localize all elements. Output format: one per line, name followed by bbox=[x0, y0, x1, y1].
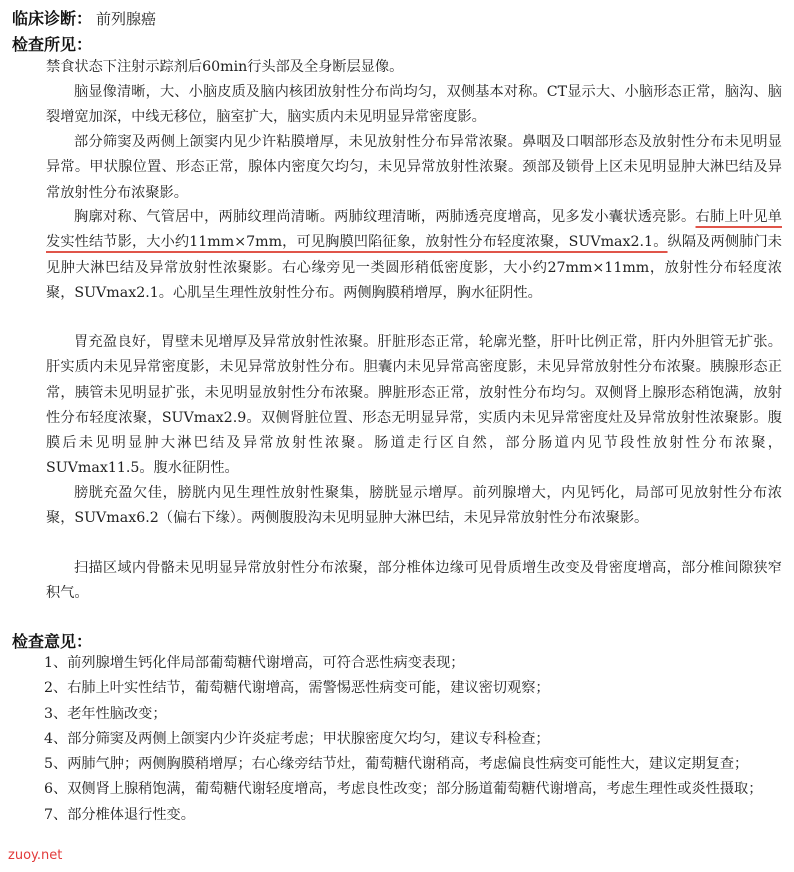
findings-paragraph-pelvis: 膀胱充盈欠佳，膀胱内见生理性放射性聚集，膀胱显示增厚。前列腺增大，内见钙化，局部可见放射性分布浓聚，SUVmax6.2（偏右下缘）。两侧腹股沟未见明显肿大淋巴结，未见异常放射性分布浓聚影。 bbox=[46, 485, 782, 527]
lung-nodule-highlight: 右肺上叶见单发实性结节影，大小约11mm×7mm，可见胸膜凹陷征象，放射性分布轻度浓聚，SUVmax2.1。 bbox=[46, 209, 782, 251]
opinion-item-5: 5、两肺气肿；两侧胸膜稍增厚；右心缘旁结节灶，葡萄糖代谢稍高，考虑偏良性病变可能性大，建议定期复查； bbox=[44, 756, 749, 773]
opinion-list bbox=[44, 651, 784, 828]
findings-paragraph-bone: 扫描区域内骨骼未见明显异常放射性分布浓聚，部分椎体边缘可见骨质增生改变及骨密度增高，部分椎间隙狭窄积气。 bbox=[46, 560, 782, 602]
clinical-diagnosis-value: 前列腺癌 bbox=[96, 10, 157, 28]
findings-paragraph-1: 禁食状态下注射示踪剂后60min行头部及全身断层显像。 bbox=[46, 59, 404, 75]
findings-paragraph-abdomen: 胃充盈良好，胃壁未见增厚及异常放射性浓聚。肝脏形态正常，轮廓光整，肝叶比例正常，肝内外胆管无扩张。肝实质内未见异常密度影，未见异常放射性分布。胆囊内未见异常高密度影，未见异常放射性分布浓聚。胰腺形态正常，胰管未见明显扩张，未见明显放射性分布浓聚。脾脏形态正常，放射性分布均匀。双侧肾上腺形态稍饱满，放射性分布轻度浓聚，SUVmax2.9。双侧肾脏位置、形态无明显异常，实质内未见异常密度灶及异常放射性浓聚影。腹膜后未见明显肿大淋巴结及异常放射性浓聚。肠道走行区自然，部分肠道内见节段性放射性分布浓聚，SUVmax11.5。腹水征阴性。 bbox=[46, 334, 782, 477]
findings-paragraph-brain: 脑显像清晰，大、小脑皮质及脑内核团放射性分布尚均匀，双侧基本对称。CT显示大、小脑形态正常，脑沟、脑裂增宽加深，中线无移位，脑室扩大，脑实质内未见明显异常密度影。 bbox=[46, 84, 782, 126]
clinical-diagnosis-label: 临床诊断： bbox=[12, 9, 93, 28]
clinical-diagnosis bbox=[12, 6, 156, 29]
opinion-item-2: 2、右肺上叶实性结节，葡萄糖代谢增高，需警惕恶性病变可能，建议密切观察； bbox=[44, 680, 550, 697]
watermark: zuoy.net bbox=[8, 848, 63, 863]
chest-text-after: 纵隔及两侧肺门未见肿大淋巴结及异常放射性浓聚影。右心缘旁见一类圆形稍低密度影，大小约27mm×11mm，放射性分布轻度浓聚，SUVmax2.1。心肌呈生理性放射性分布。两侧胸膜稍增厚，胸水征阴性。 bbox=[46, 234, 782, 301]
opinion-item-1: 1、前列腺增生钙化伴局部葡萄糖代谢增高，可符合恶性病变表现； bbox=[44, 655, 465, 671]
opinion-item-7: 7、部分椎体退行性变。 bbox=[44, 806, 195, 823]
opinion-heading: 检查意见： bbox=[12, 632, 93, 651]
opinion-item-3: 3、老年性脑改变； bbox=[44, 705, 167, 722]
opinion-item-4: 4、部分筛窦及两侧上颌窦内少许炎症考虑；甲状腺密度欠均匀，建议专科检查； bbox=[44, 730, 550, 747]
findings-paragraph-chest bbox=[46, 205, 782, 306]
findings-heading: 检查所见： bbox=[12, 35, 93, 54]
findings-paragraph-head-neck: 部分筛窦及两侧上颌窦内见少许粘膜增厚，未见放射性分布异常浓聚。鼻咽及口咽部形态及放射性分布未见明显异常。甲状腺位置、形态正常，腺体内密度欠均匀，未见异常放射性浓聚。颈部及锁骨上区未见明显肿大淋巴结及异常放射性分布浓聚影。 bbox=[46, 134, 782, 201]
chest-text-before: 胸廓对称、气管居中，两肺纹理尚清晰。两肺纹理清晰，两肺透亮度增高，见多发小囊状透亮影。 bbox=[74, 209, 696, 225]
opinion-item-6: 6、双侧肾上腺稍饱满，葡萄糖代谢轻度增高，考虑良性改变；部分肠道葡萄糖代谢增高，考虑生理性或炎性摄取； bbox=[44, 781, 763, 798]
